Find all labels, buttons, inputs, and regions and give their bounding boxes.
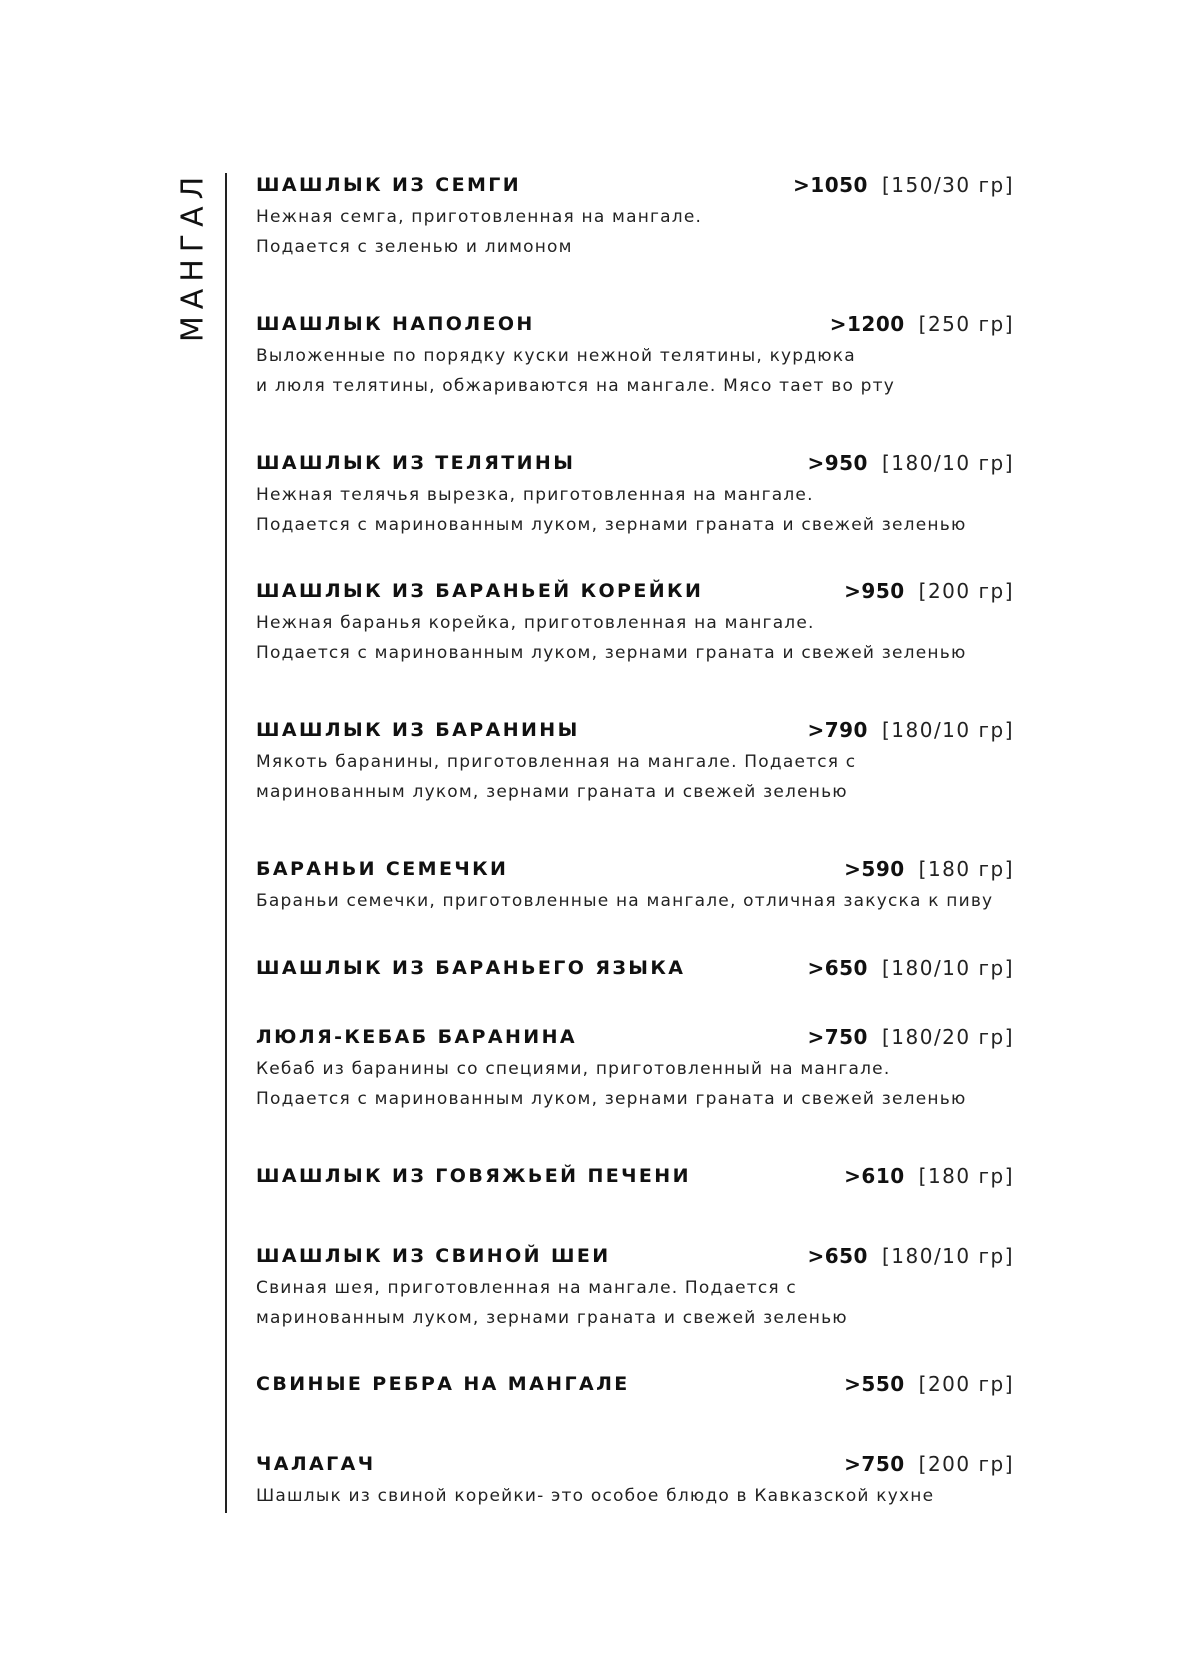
menu-item-header — [256, 1243, 1014, 1273]
description-line: Бараньи семечки, приготовленные на мангале, отличная закуска к пиву — [256, 891, 994, 911]
menu-item — [256, 717, 1014, 807]
menu-item-description — [256, 341, 1014, 401]
menu-item — [256, 311, 1014, 401]
menu-item-header — [256, 578, 1014, 608]
menu-item-weight: [200 гр] — [918, 579, 1014, 603]
menu-item-weight: [200 гр] — [918, 1372, 1014, 1396]
menu-item-description — [256, 1273, 1014, 1333]
menu-item-weight: [180 гр] — [918, 1164, 1014, 1188]
menu-item-pricebox — [844, 578, 1014, 606]
menu-item-header — [256, 955, 1014, 985]
description-line: Мякоть баранины, приготовленная на мангале. Подается с — [256, 752, 857, 772]
menu-item — [256, 955, 1014, 985]
menu-item — [256, 172, 1014, 262]
menu-item-description — [256, 480, 1014, 540]
menu-item-name: ЧАЛАГАЧ — [256, 1453, 376, 1475]
description-line: Подается с маринованным луком, зернами граната и свежей зеленью — [256, 1089, 967, 1109]
menu-item-description — [256, 608, 1014, 668]
menu-item-pricebox — [844, 856, 1014, 884]
menu-item-name: ШАШЛЫК НАПОЛЕОН — [256, 313, 535, 335]
menu-item-pricebox — [807, 717, 1014, 745]
menu-item-pricebox — [807, 1024, 1014, 1052]
menu-item-header — [256, 311, 1014, 341]
description-line: маринованным луком, зернами граната и свежей зеленью — [256, 1308, 848, 1328]
menu-item-price: >790 — [807, 718, 868, 742]
menu-item-price: >950 — [807, 451, 868, 475]
menu-item-price: >750 — [807, 1025, 868, 1049]
menu-item-price: >590 — [844, 857, 905, 881]
menu-item-weight: [180 гр] — [918, 857, 1014, 881]
menu-item — [256, 578, 1014, 668]
menu-item-header — [256, 450, 1014, 480]
description-line: Нежная семга, приготовленная на мангале. — [256, 207, 703, 227]
description-line: Нежная баранья корейка, приготовленная на мангале. — [256, 613, 815, 633]
menu-item-price: >950 — [844, 579, 905, 603]
description-line: Выложенные по порядку куски нежной телятины, курдюка — [256, 346, 856, 366]
menu-item-header — [256, 1451, 1014, 1481]
menu-item-name: ШАШЛЫК ИЗ БАРАНЬЕЙ КОРЕЙКИ — [256, 580, 704, 602]
menu-item-price: >750 — [844, 1452, 905, 1476]
menu-item-pricebox — [844, 1371, 1014, 1399]
menu-item-pricebox — [807, 955, 1014, 983]
menu-item-price: >1200 — [829, 312, 905, 336]
description-line: Кебаб из баранины со специями, приготовленный на мангале. — [256, 1059, 891, 1079]
menu-item-header — [256, 1371, 1014, 1401]
menu-item-weight: [180/10 гр] — [881, 1244, 1014, 1268]
menu-item-name: СВИНЫЕ РЕБРА НА МАНГАЛЕ — [256, 1373, 630, 1395]
menu-item-name: ШАШЛЫК ИЗ ТЕЛЯТИНЫ — [256, 452, 576, 474]
menu-item-pricebox — [844, 1163, 1014, 1191]
menu-item-weight: [180/20 гр] — [881, 1025, 1014, 1049]
menu-item-pricebox — [844, 1451, 1014, 1479]
description-line: и люля телятины, обжариваются на мангале. Мясо тает во рту — [256, 376, 896, 396]
menu-item-price: >610 — [844, 1164, 905, 1188]
menu-item-header — [256, 172, 1014, 202]
description-line: Подается с маринованным луком, зернами граната и свежей зеленью — [256, 643, 967, 663]
menu-item — [256, 856, 1014, 916]
description-line: Шашлык из свиной корейки- это особое блюдо в Кавказской кухне — [256, 1486, 935, 1506]
menu-item-weight: [180/10 гр] — [881, 718, 1014, 742]
menu-item — [256, 1243, 1014, 1333]
menu-item-pricebox — [793, 172, 1014, 200]
description-line: Нежная телячья вырезка, приготовленная на мангале. — [256, 485, 814, 505]
menu-item-header — [256, 1024, 1014, 1054]
menu-item-name: ШАШЛЫК ИЗ СЕМГИ — [256, 174, 522, 196]
description-line: маринованным луком, зернами граната и свежей зеленью — [256, 782, 848, 802]
menu-item-weight: [250 гр] — [918, 312, 1014, 336]
menu-item-weight: [180/10 гр] — [881, 956, 1014, 980]
menu-item-pricebox — [830, 311, 1014, 339]
menu-item-name: ШАШЛЫК ИЗ БАРАНИНЫ — [256, 719, 580, 741]
menu-item-price: >550 — [844, 1372, 905, 1396]
menu-item-description — [256, 1481, 1014, 1511]
menu-item-price: >650 — [807, 1244, 868, 1268]
menu-item — [256, 1163, 1014, 1193]
menu-item-description — [256, 747, 1014, 807]
menu-item-name: БАРАНЬИ СЕМЕЧКИ — [256, 858, 509, 880]
menu-item-price: >650 — [807, 956, 868, 980]
menu-item — [256, 450, 1014, 540]
menu-item-weight: [150/30 гр] — [881, 173, 1014, 197]
section-title: МАНГАЛ — [175, 169, 211, 343]
menu-item-description — [256, 202, 1014, 262]
menu-item-weight: [180/10 гр] — [881, 451, 1014, 475]
menu-item-header — [256, 717, 1014, 747]
menu-item-name: ШАШЛЫК ИЗ СВИНОЙ ШЕИ — [256, 1245, 611, 1267]
menu-item — [256, 1371, 1014, 1401]
menu-item-description — [256, 1054, 1014, 1114]
menu-item-price: >1050 — [793, 173, 868, 197]
menu-item-name: ШАШЛЫК ИЗ ГОВЯЖЬЕЙ ПЕЧЕНИ — [256, 1165, 691, 1187]
menu-item-weight: [200 гр] — [918, 1452, 1014, 1476]
menu-item — [256, 1451, 1014, 1511]
menu-item-header — [256, 856, 1014, 886]
menu-item-pricebox — [807, 450, 1014, 478]
menu-item-name: ЛЮЛЯ-КЕБАБ БАРАНИНА — [256, 1026, 577, 1048]
description-line: Свиная шея, приготовленная на мангале. Подается с — [256, 1278, 797, 1298]
description-line: Подается с маринованным луком, зернами граната и свежей зеленью — [256, 515, 967, 535]
menu-item-header — [256, 1163, 1014, 1193]
description-line: Подается с зеленью и лимоном — [256, 237, 573, 257]
menu-item — [256, 1024, 1014, 1114]
menu-item-name: ШАШЛЫК ИЗ БАРАНЬЕГО ЯЗЫКА — [256, 957, 686, 979]
menu-item-description — [256, 886, 1014, 916]
menu-item-pricebox — [807, 1243, 1014, 1271]
